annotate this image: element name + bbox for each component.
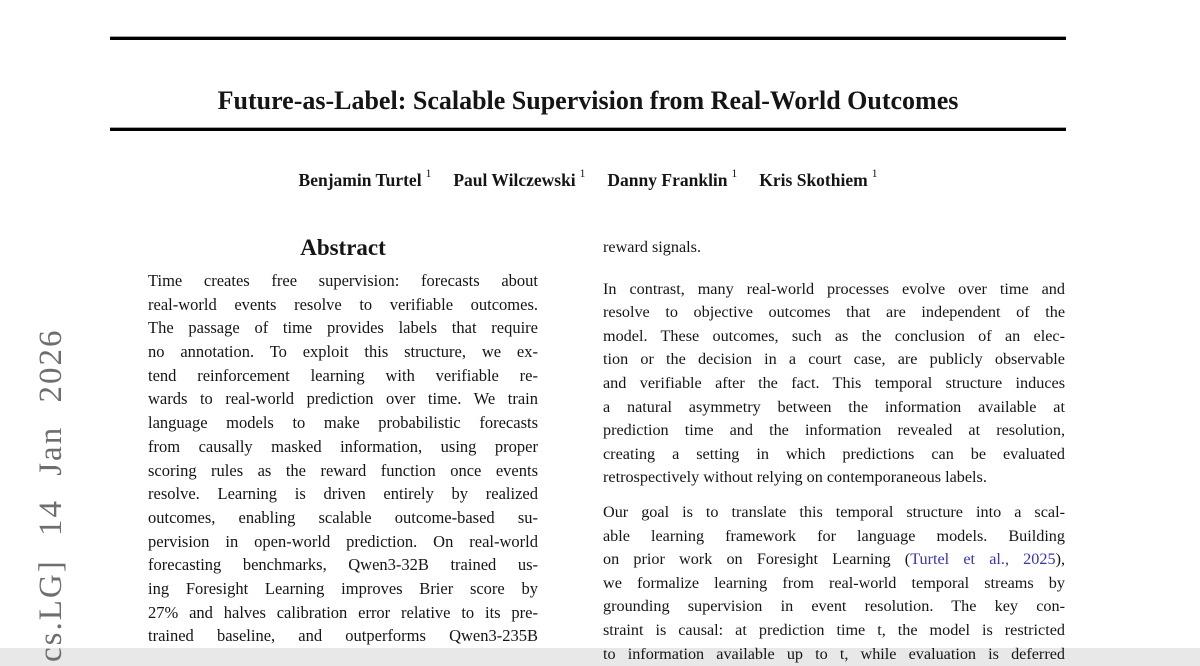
paragraph <box>603 501 1065 666</box>
arxiv-watermark: cs.LG] 14 Jan 2026 <box>33 329 69 662</box>
author-name-text: Kris Skothiem <box>759 170 867 190</box>
text-segment: on prior work on Foresight Learning ( <box>603 550 910 568</box>
author-name-text: Paul Wilczewski <box>453 170 575 190</box>
title-rule-bottom <box>110 127 1066 131</box>
text-line: able learning framework for language models. Building <box>603 525 1065 549</box>
text-line: forecasting benchmarks, Qwen3-32B trained us- <box>148 553 538 577</box>
title-rule-top <box>110 36 1066 40</box>
text-line: creating a setting in which predictions can be evaluated <box>603 443 1065 467</box>
text-line: The passage of time provides labels that require <box>148 316 538 340</box>
text-line: a natural asymmetry between the information available at <box>603 396 1065 420</box>
text-line <box>603 548 1065 572</box>
text-line: pervision in open-world prediction. On real-world <box>148 530 538 554</box>
author-name-text: Danny Franklin <box>607 170 727 190</box>
text-line: straint is causal: at prediction time t, the model is restricted <box>603 619 1065 643</box>
authors-line <box>110 170 1066 191</box>
author-name <box>607 170 737 191</box>
author-name <box>759 170 877 191</box>
paper-title: Future-as-Label: Scalable Supervision from Real-World Outcomes <box>110 83 1066 119</box>
author-name-text: Benjamin Turtel <box>299 170 422 190</box>
author-affiliation-sup: 1 <box>732 168 738 180</box>
text-line: grounding supervision in event resolution. The key con- <box>603 595 1065 619</box>
text-line: reward signals. <box>603 236 1065 260</box>
text-line: language models to make probabilistic forecasts <box>148 411 538 435</box>
text-line: In contrast, many real-world processes evolve over time and <box>603 278 1065 302</box>
text-line: Our goal is to translate this temporal structure into a scal- <box>603 501 1065 525</box>
abstract-heading: Abstract <box>148 235 538 261</box>
text-line: retrospectively without relying on contemporaneous labels. <box>603 466 1065 490</box>
text-line: prediction time and the information revealed at resolution, <box>603 419 1065 443</box>
author-affiliation-sup: 1 <box>580 168 586 180</box>
text-line: to information available up to t, while evaluation is deferred <box>603 643 1065 666</box>
text-line: from causally masked information, using proper <box>148 435 538 459</box>
author-affiliation-sup: 1 <box>872 168 878 180</box>
text-line: ing Foresight Learning improves Brier score by <box>148 577 538 601</box>
text-line: and verifiable after the fact. This temporal structure induces <box>603 372 1065 396</box>
text-line: no annotation. To exploit this structure, we ex- <box>148 340 538 364</box>
text-segment: ), <box>1056 550 1065 568</box>
author-name <box>299 170 432 191</box>
abstract-body <box>148 269 538 648</box>
text-line: tend reinforcement learning with verifiable re- <box>148 364 538 388</box>
text-line: resolve. Learning is driven entirely by realized <box>148 482 538 506</box>
text-line: scoring rules as the reward function once events <box>148 459 538 483</box>
paragraph <box>603 236 1065 260</box>
citation-link[interactable]: Turtel et al., 2025 <box>910 550 1055 568</box>
text-line: model. These outcomes, such as the conclusion of an elec- <box>603 325 1065 349</box>
text-line: 27% and halves calibration error relative to its pre- <box>148 601 538 625</box>
paragraph <box>603 278 1065 490</box>
text-line: wards to real-world prediction over time. We train <box>148 387 538 411</box>
right-column <box>603 236 1065 666</box>
text-line: Time creates free supervision: forecasts about <box>148 269 538 293</box>
author-affiliation-sup: 1 <box>426 168 432 180</box>
text-line: we formalize learning from real-world temporal streams by <box>603 572 1065 596</box>
text-line: tion or the decision in a court case, are publicly observable <box>603 348 1065 372</box>
text-line: resolve to objective outcomes that are independent of the <box>603 301 1065 325</box>
text-line: outcomes, enabling scalable outcome-based su- <box>148 506 538 530</box>
text-line: real-world events resolve to verifiable outcomes. <box>148 293 538 317</box>
text-line: trained baseline, and outperforms Qwen3-235B <box>148 624 538 648</box>
author-name <box>453 170 585 191</box>
